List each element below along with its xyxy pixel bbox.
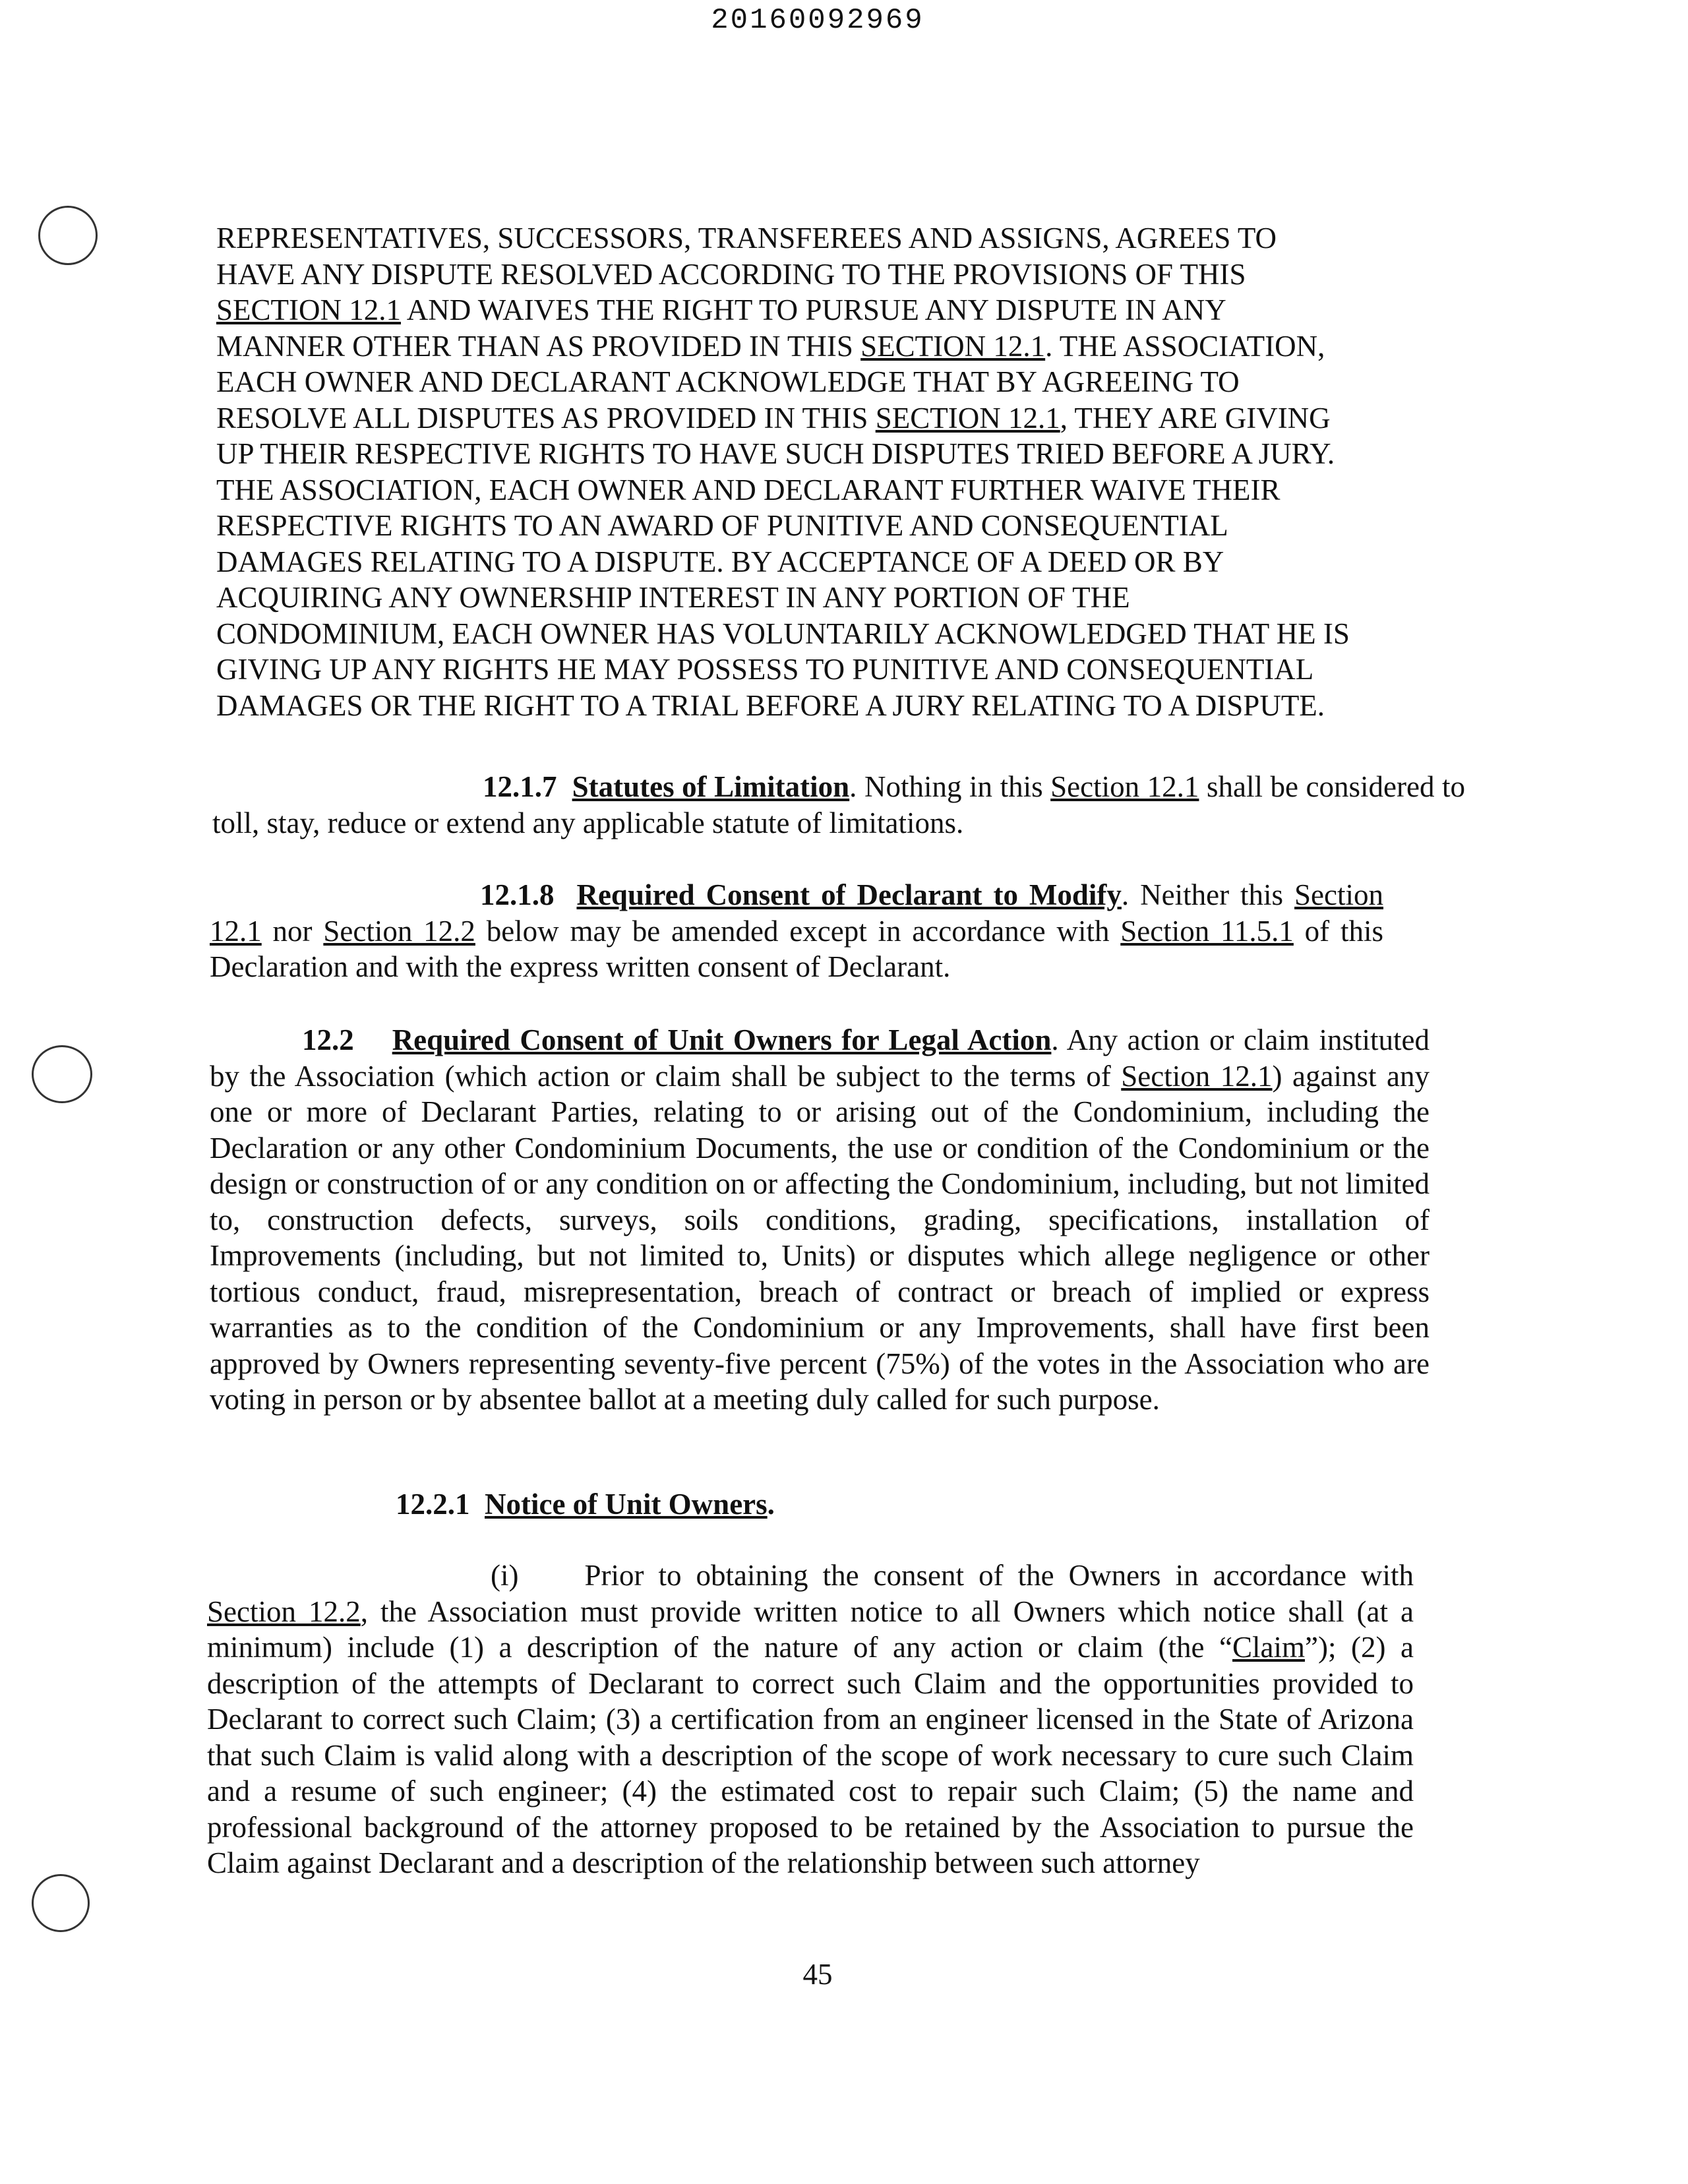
- section-text: . Any action or claim instituted by the Association (which action or claim shall be subject to the terms of: [210, 1023, 1430, 1093]
- section-number: 12.1.7: [483, 770, 557, 803]
- section-ref: SECTION 12.1: [860, 329, 1046, 363]
- subsection-i: [207, 1558, 1414, 1881]
- page-number: 45: [802, 1958, 833, 1991]
- section-text: below may be amended except in accordance with: [475, 914, 1121, 948]
- section-heading: Statutes of Limitation: [572, 770, 850, 803]
- section-heading: Required Consent of Unit Owners for Legal Action: [392, 1023, 1052, 1056]
- section-text: ”); (2) a description of the attempts of Declarant to correct such Claim and the opportunities provided to Declarant to correct such Claim; (3) a certification from an engineer licensed in the State of Arizona that such Claim is valid along with a description of the scope of work necessary to cure such Claim and a resume of such engineer; (4) the estimated cost to repair such Claim; (5) the name and professional background of the attorney proposed to be retained by the Association to pursue the Claim against Declarant and a description of the relationship between such attorney: [207, 1631, 1414, 1879]
- caps-line: THE ASSOCIATION, EACH OWNER AND DECLARANT FURTHER WAIVE THEIR: [216, 473, 1281, 506]
- section-text: ) against any one or more of Declarant Parties, relating to or arising out of the Condominium, including the Declaration or any other Condominium Documents, the use or condition of the Condominium or the design or construction of or any condition on or affecting the Condominium, including, but not limited to, construction defects, surveys, soils conditions, grading, specifications, installation of Improvements (including, but not limited to, Units) or disputes which allege negligence or other tortious conduct, fraud, misrepresentation, breach of contract or breach of implied or express warranties as to the condition of the Condominium or any Improvements, shall have first been approved by Owners representing seventy-five percent (75%) of the votes in the Association who are voting in person or by absentee ballot at a meeting duly called for such purpose.: [210, 1059, 1430, 1416]
- caps-line: HAVE ANY DISPUTE RESOLVED ACCORDING TO THE PROVISIONS OF THIS: [216, 257, 1246, 291]
- punch-hole-bottom: [32, 1874, 90, 1932]
- section-12-1-8: [210, 877, 1383, 985]
- section-text: , the Association must provide written notice to all Owners which notice shall (at a minimum) include (1) a description of the nature of any action or claim (the “: [207, 1594, 1414, 1664]
- subsection-marker: (i): [491, 1559, 519, 1592]
- caps-text: . THE ASSOCIATION,: [1045, 329, 1325, 363]
- caps-line: UP THEIR RESPECTIVE RIGHTS TO HAVE SUCH DISPUTES TRIED BEFORE A JURY.: [216, 437, 1335, 470]
- section-12-2: [210, 1022, 1430, 1418]
- caps-line: [216, 400, 1350, 437]
- section-ref: SECTION 12.1: [216, 293, 401, 326]
- caps-line: EACH OWNER AND DECLARANT ACKNOWLEDGE THAT BY AGREEING TO: [216, 365, 1240, 398]
- section-number: 12.1.8: [480, 878, 555, 911]
- section-ref: Section 12.1: [1050, 770, 1199, 803]
- section-ref: Section 12.2: [323, 914, 475, 948]
- defined-term: Claim: [1232, 1631, 1306, 1664]
- caps-line: ACQUIRING ANY OWNERSHIP INTEREST IN ANY PORTION OF THE: [216, 581, 1130, 614]
- caps-line: GIVING UP ANY RIGHTS HE MAY POSSESS TO PUNITIVE AND CONSEQUENTIAL: [216, 653, 1314, 686]
- section-text: . Nothing in this: [849, 770, 1051, 803]
- caps-line: DAMAGES RELATING TO A DISPUTE. BY ACCEPTANCE OF A DEED OR BY: [216, 545, 1224, 578]
- document-number: 20160092969: [711, 4, 924, 37]
- section-text: . Neither this: [1121, 878, 1295, 911]
- section-text: Prior to obtaining the consent of the Owners in accordance with: [584, 1559, 1414, 1592]
- section-ref: Section 12.1: [210, 878, 1384, 948]
- section-ref: Section 11.5.1: [1120, 914, 1294, 948]
- caps-line: [216, 292, 1350, 328]
- caps-text: MANNER OTHER THAN AS PROVIDED IN THIS: [216, 329, 861, 363]
- caps-line: CONDOMINIUM, EACH OWNER HAS VOLUNTARILY ACKNOWLEDGED THAT HE IS: [216, 617, 1350, 650]
- section-number: 12.2.1: [396, 1488, 470, 1521]
- section-heading: Notice of Unit Owners: [485, 1488, 768, 1521]
- section-heading: Required Consent of Declarant to Modify: [576, 878, 1122, 911]
- section-ref: SECTION 12.1: [875, 401, 1060, 435]
- section-12-1-7: [212, 769, 1465, 841]
- caps-text: AND WAIVES THE RIGHT TO PURSUE ANY DISPUTE IN ANY: [401, 293, 1226, 326]
- section-text: shall be considered to toll, stay, reduce or extend any applicable statute of limitations.: [212, 770, 1465, 839]
- caps-text: , THEY ARE GIVING: [1060, 401, 1331, 435]
- caps-line: DAMAGES OR THE RIGHT TO A TRIAL BEFORE A JURY RELATING TO A DISPUTE.: [216, 688, 1325, 722]
- section-ref: Section 12.2: [207, 1594, 361, 1628]
- section-text: of this Declaration and with the express written consent of Declarant.: [210, 914, 1383, 983]
- punch-hole-middle: [32, 1045, 92, 1103]
- caps-text: RESOLVE ALL DISPUTES AS PROVIDED IN THIS: [216, 401, 876, 435]
- caps-line: REPRESENTATIVES, SUCCESSORS, TRANSFEREES AND ASSIGNS, AGREES TO: [216, 222, 1277, 255]
- section-ref: Section 12.1: [1121, 1059, 1273, 1093]
- section-text: nor: [261, 914, 324, 948]
- caps-line: RESPECTIVE RIGHTS TO AN AWARD OF PUNITIVE AND CONSEQUENTIAL: [216, 509, 1228, 542]
- punch-hole-top: [38, 206, 98, 265]
- caps-paragraph: [216, 220, 1350, 723]
- caps-line: [216, 328, 1350, 365]
- section-number: 12.2: [302, 1023, 354, 1056]
- section-12-2-1: 12.2.1 Notice of Unit Owners.: [396, 1488, 775, 1521]
